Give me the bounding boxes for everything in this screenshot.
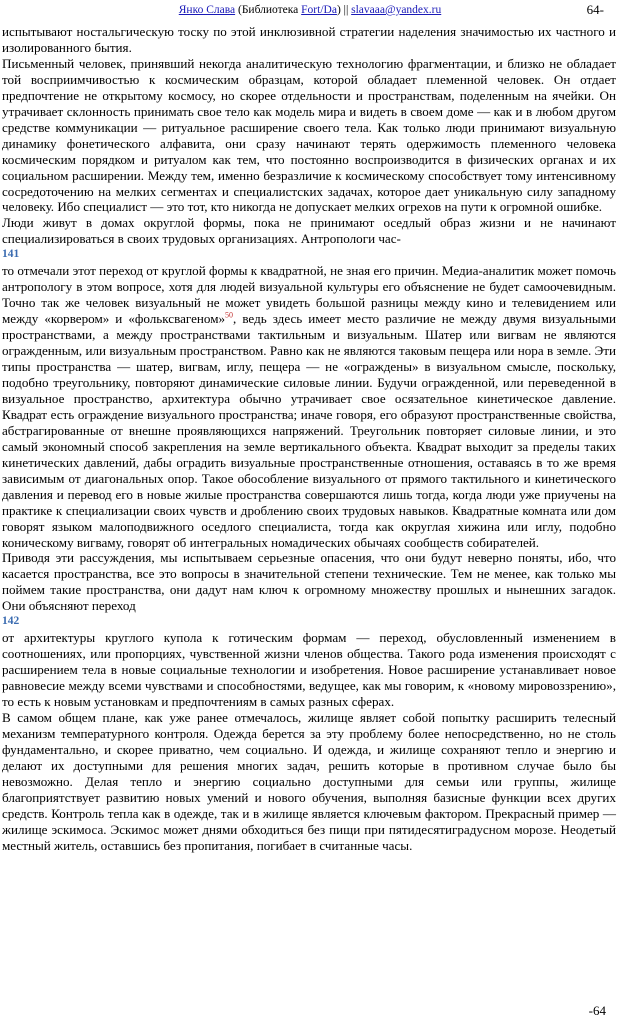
header-page-number: 64-: [586, 2, 604, 17]
paragraph: [2, 263, 616, 550]
paragraph: от архитектуры круглого купола к готическим формам — переход, обусловленный изменением в соотношениях, или пропорциях, чувственной жизни членов общества. Такого рода изменения происходят с расширением тела в новые социальные технологии и изобретения. Новое расширение устанавливает новое равновесие между всеми чувствами и способностями, ведущее, как мы говорим, к «новому мировоззрению», то есть к новым установкам и предпочтениям в самых разных сферах.: [2, 630, 616, 710]
library-link[interactable]: Fort/Da: [301, 4, 337, 16]
paragraph: испытывают ностальгическую тоску по этой инклюзивной стратегии наделения значимостью их частного и изолированного бытия.: [2, 24, 616, 55]
author-link[interactable]: Янко Слава: [178, 4, 236, 16]
page-body: [2, 24, 616, 854]
footnote-ref[interactable]: 50: [225, 310, 234, 320]
library-suffix: ): [336, 4, 341, 16]
paragraph-text: то отмечали этот переход от круглой формы к квадратной, не зная его причин. Медиа-аналитик может помочь антропологу в этом вопросе, хотя для людей визуальной культуры его объяснение не будет самоочевидным. Точно так же человек визуальный не может увидеть большой разницы между кино и телевидением или между «корвером» и «фольксвагеном»: [2, 263, 616, 327]
page-marker: 142: [2, 615, 20, 628]
header-source: [0, 2, 620, 18]
paragraph: Приводя эти рассуждения, мы испытываем серьезные опасения, что они будут неверно поняты, ибо, что касается пространства, все это вопросы в значительной степени технические. Тем не менее, как только мы поймем такие пространства, они дадут нам ключ к огромному множеству прошлых и нынешних загадок. Они объясняют переход: [2, 550, 616, 614]
page-header: [0, 2, 620, 18]
library-prefix: (Библиотека: [237, 4, 302, 16]
paragraph: В самом общем плане, как уже ранее отмечалось, жилище являет собой попытку расширить телесный механизм температурного контроля. Одежда берется за эту проблему более непосредственно, но не столь фундаментально, и скорее приватно, чем социально. И одежда, и жилище сохраняют тепло и энергию и делают их доступными для решения многих задач, решить которые в противном случае было бы невозможно. Делая тепло и энергию социально доступными для семьи или группы, жилище благоприятствует развитию новых умений и нового обучения, выполняя базисные функции всех других средств. Контроль тепла как в одежде, так и в жилище является ключевым фактором. Прекрасный пример — жилище эскимоса. Эскимос может днями обходиться без пищи при пятидесятиградусном морозе. Неодетый местный житель, оставшись без пропитания, погибает в считанные часы.: [2, 709, 616, 853]
paragraph: Люди живут в домах округлой формы, пока не принимают оседлый образ жизни и не начинают специализироваться в своих трудовых организациях. Антропологи час-: [2, 215, 616, 247]
email-link[interactable]: slavaaa@yandex.ru: [351, 4, 442, 16]
footer-page-number: -64: [588, 1003, 606, 1018]
page-marker: 141: [2, 248, 20, 261]
paragraph-text: , ведь здесь имеет место различие не между двумя визуальными пространствами, а между пространствами тактильным и визуальным. Шатер или вигвам не являются огражденным, или визуальным пространством. Равно как не являются таковым пещера или нора в земле. Эти типы пространства — шатер, вигвам, иглу, пещера — не «ограждены» в визуальном смысле, поскольку, подобно треугольнику, повторяют динамические силовые линии. Будучи огражденной, или переведенной в визуальное пространство, архитектура обычно утрачивает свое осязательное кинетическое давление. Квадрат есть ограждение визуального пространства; иначе говоря, его образуют пространственные свойства, абстрагированные от внешне проявляющихся напряжений. Треугольник повторяет силовые линии, и это самый экономный способ закрепления на земле вертикального объекта. Квадрат выходит за пределы таких кинетических давлений, дабы оградить визуальные пространственные отношения, оставаясь в то же время зависимым от диагональных опор. Такое обособление визуального от прямого тактильного и кинетического давления и перевод его в новые жилые пространства совершаются лишь тогда, когда люди уже приучены на практике к специализации своих чувств и дроблению своих трудовых навыков. Квадратные комната или дом говорят языком малоподвижного оседлого специалиста, тогда как округлая хижина или иглу, подобно коническому вигваму, говорят об интегральных номадических обычаях сообществ собирателей.: [2, 311, 616, 550]
paragraph: Письменный человек, принявший некогда аналитическую технологию фрагментации, и близко не обладает той восприимчивостью к космическим образцам, которой обладает племенной человек. Он отдает предпочтение не открытому космосу, но скорее отдельности и пространствам, поделенным на ячейки. Он утрачивает склонность принимать свое тело как модель мира и видеть в своем доме — как и в любом другом средстве коммуникации — ритуальное расширение своего тела. Как только люди принимают визуальную динамику фонетического алфавита, они сразу начинают терять одержимость племенного человека космическим порядком и ритуалом как тем, что постоянно воспроизводится в физических органах и их социальном расширении. Между тем, именно безразличие к космическому способствует тому интенсивному сосредоточению на мелких сегментах и специалистских задачах, которое дает уникальную силу западному человеку. Ибо специалист — это тот, кто никогда не допускает мелких огрехов на пути к огромной ошибке.: [2, 55, 616, 215]
header-separator: ||: [340, 4, 352, 16]
